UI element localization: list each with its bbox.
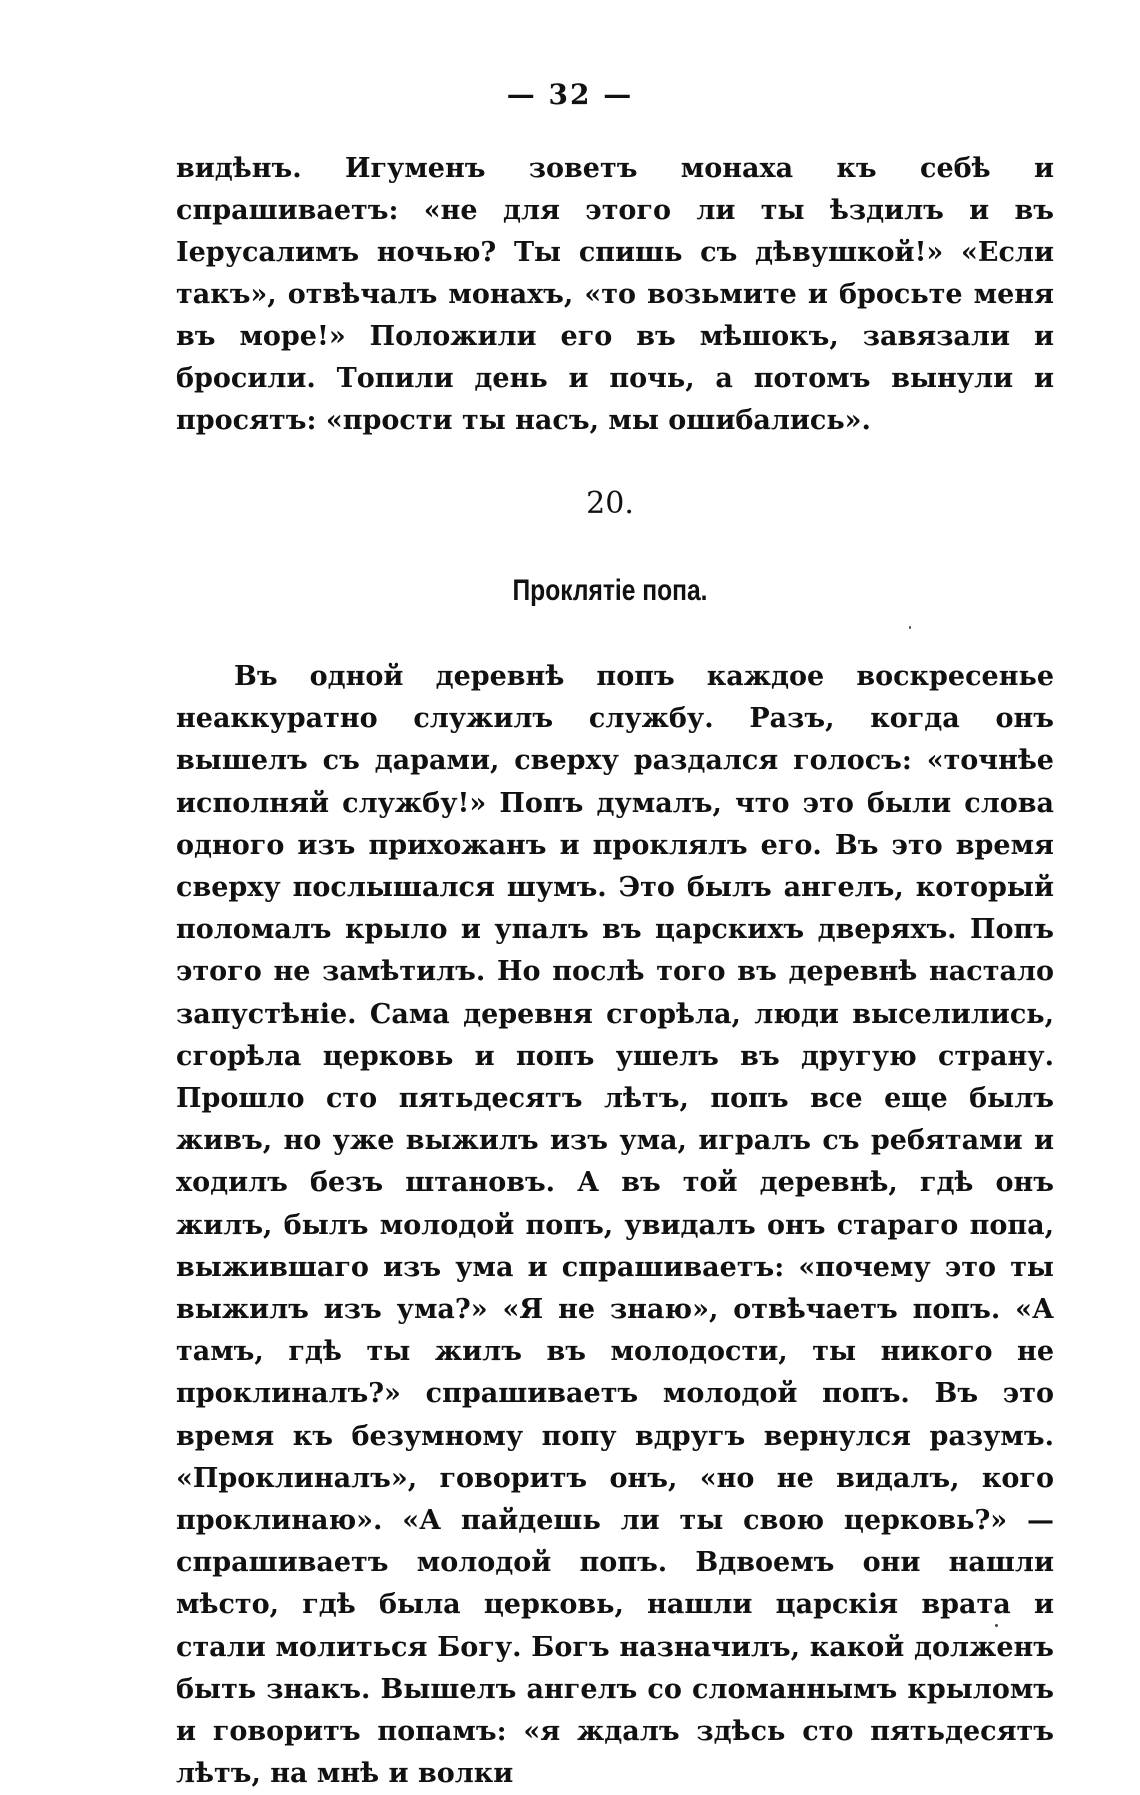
section-number: 20.: [586, 486, 634, 521]
print-speck: [995, 1624, 998, 1627]
paragraph: видѣнъ. Игуменъ зоветъ монаха къ себѣ и спрашиваетъ: «не для этого ли ты ѣздилъ и въ Іерусалимъ ночью? Ты спишь съ дѣвушкой!» «Если такъ», отвѣчалъ монахъ, «то возьмите и бросьте меня въ море!» Положили его въ мѣшокъ, завязали и бросили. Топили день и почь, а потомъ вынули и просятъ: «прости ты насъ, мы ошибались».: [176, 153, 1054, 436]
page-number: — 32 —: [506, 78, 634, 111]
print-speck: [909, 626, 911, 629]
story-body: [176, 656, 1054, 1795]
paragraph: Въ одной деревнѣ попъ каждое воскресенье неаккуратно служилъ службу. Разъ, когда онъ вышелъ съ дарами, сверху раздался голосъ: «точнѣе исполняй службу!» Попъ думалъ, что это были слова одного изъ прихожанъ и проклялъ его. Въ это время сверху послышался шумъ. Это былъ ангелъ, который поломалъ крыло и упалъ въ царскихъ дверяхъ. Попъ этого не замѣтилъ. Но послѣ того въ деревнѣ настало запустѣніе. Сама деревня сгорѣла, люди выселились, сгорѣла церковь и попъ ушелъ въ другую страну. Прошло сто пятьдесятъ лѣтъ, попъ все еще былъ живъ, но уже выжилъ изъ ума, игралъ съ ребятами и ходилъ безъ штановъ. А въ той деревнѣ, гдѣ онъ жилъ, былъ молодой попъ, увидалъ онъ стараго попа, выжившаго изъ ума и спрашиваетъ: «почему это ты выжилъ изъ ума?» «Я не знаю», отвѣчаетъ попъ. «А тамъ, гдѣ ты жилъ въ молодости, ты никого не проклиналъ?» спрашиваетъ молодой попъ. Въ это время къ безумному попу вдругъ вернулся разумъ. «Проклиналъ», говоритъ онъ, «но не видалъ, кого проклинаю». «А пайдешь ли ты свою церковь?» — спрашиваетъ молодой попъ. Вдвоемъ они нашли мѣсто, гдѣ была церковь, нашли царскія врата и стали молиться Богу. Богъ назначилъ, какой долженъ быть знакъ. Вышелъ ангелъ со сломаннымъ крыломъ и говоритъ попамъ: «я ждалъ здѣсь сто пятьдесятъ лѣтъ, на мнѣ и волки: [176, 661, 1054, 1790]
previous-story-ending: [176, 148, 1054, 442]
section-title: Проклятіе попа.: [512, 574, 708, 607]
